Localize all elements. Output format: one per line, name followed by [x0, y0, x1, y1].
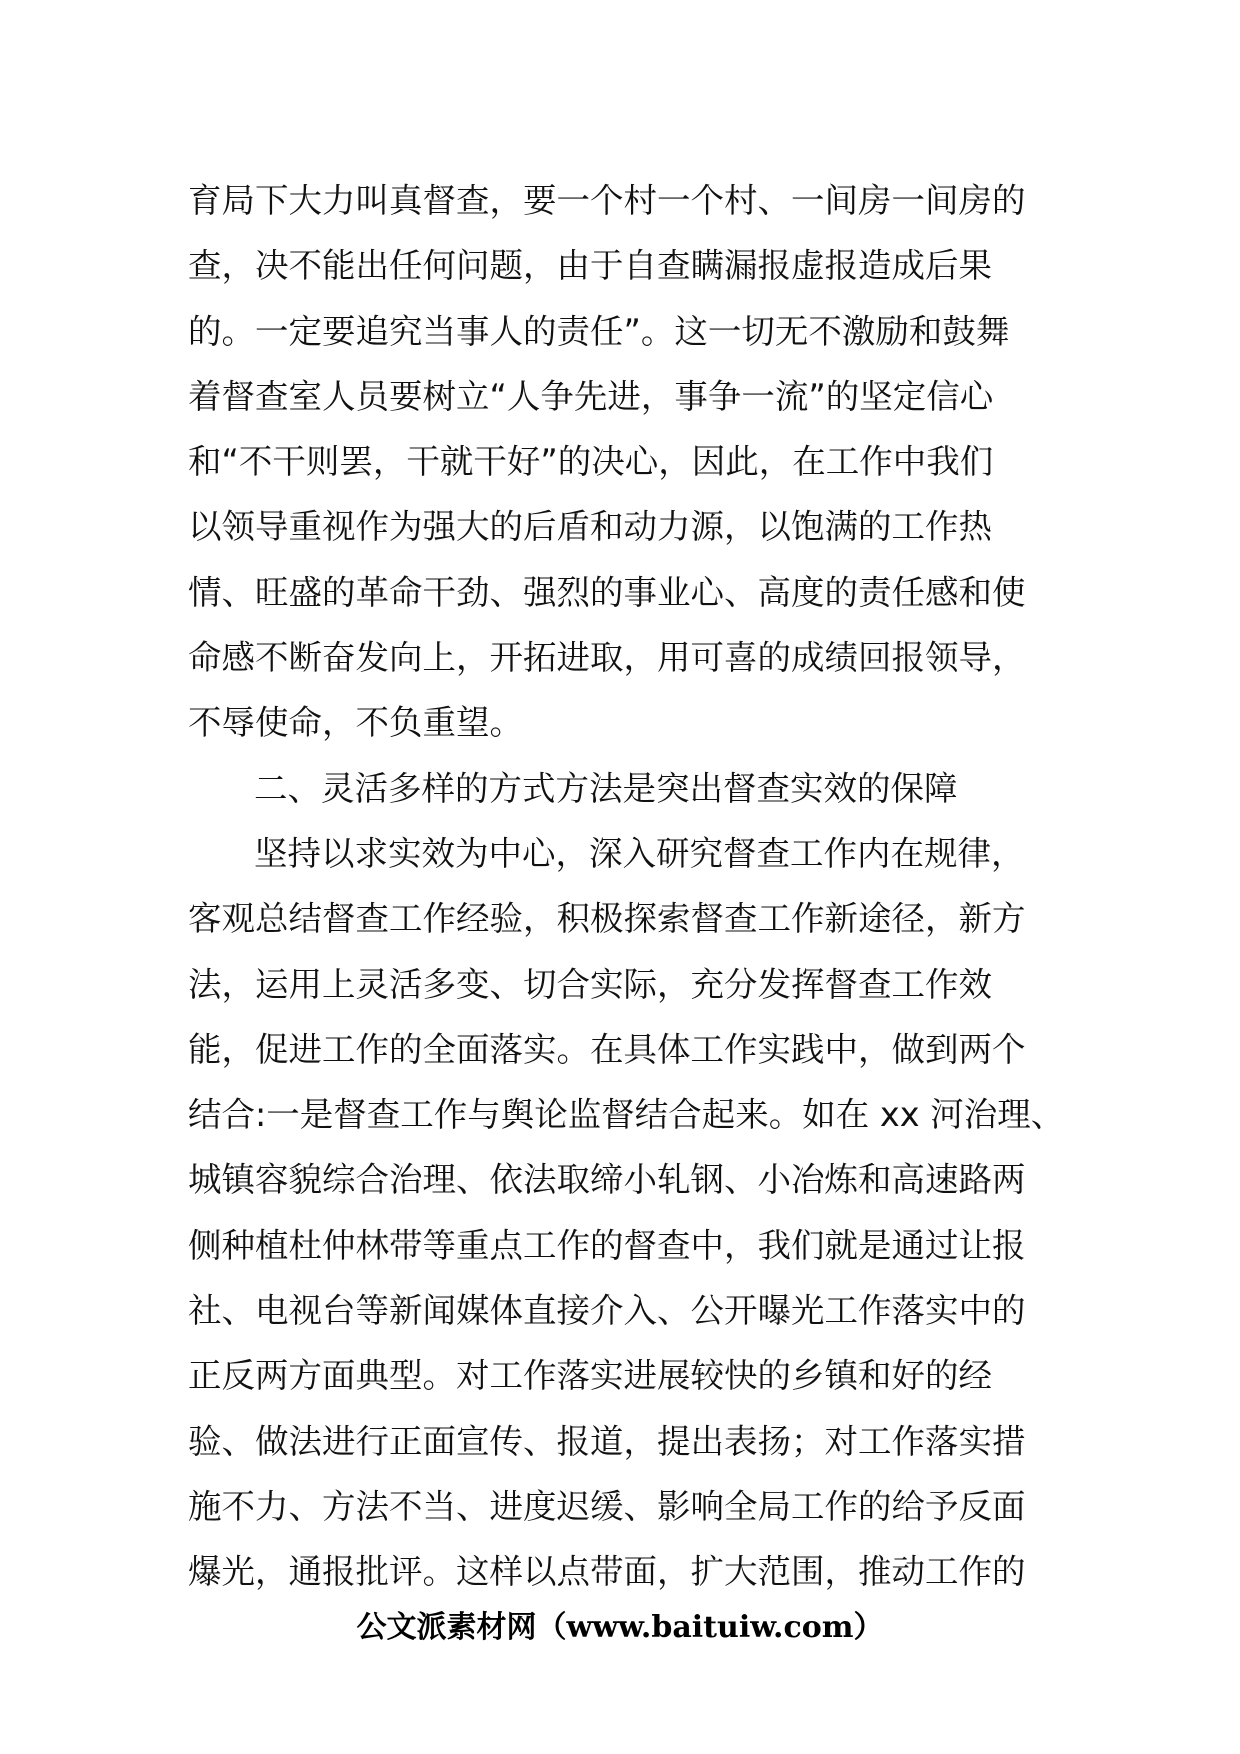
text-line: 育局下大力叫真督查，要一个村一个村、一间房一间房的	[188, 181, 1026, 220]
text-line: 命感不断奋发向上，开拓进取，用可喜的成绩回报领导，	[188, 638, 1026, 678]
text-line: 正反两方面典型。对工作落实进展较快的乡镇和好的经	[188, 1356, 992, 1396]
text-line: 和“不干则罢，干就干好”的决心，因此，在工作中我们	[188, 442, 994, 482]
text-line: 验、做法进行正面宣传、报道，提出表扬；对工作落实措	[188, 1421, 1026, 1461]
text-line: 二、灵活多样的方式方法是突出督查实效的保障	[254, 768, 958, 808]
text-line: 社、电视台等新闻媒体直接介入、公开曝光工作落实中的	[188, 1291, 1026, 1331]
text-line: 法，运用上灵活多变、切合实际，充分发挥督查工作效	[188, 964, 992, 1004]
text-line: 城镇容貌综合治理、依法取缔小轧钢、小冶炼和高速路两	[188, 1160, 1026, 1200]
text-line: 情、旺盛的革命干劲、强烈的事业心、高度的责任感和使	[188, 572, 1026, 612]
text-line: 着督查室人员要树立“人争先进，事争一流”的坚定信心	[188, 376, 994, 416]
footer-watermark: 公文派素材网（www.baituiw.com）	[356, 1610, 884, 1645]
text-line: 坚持以求实效为中心，深入研究督查工作内在规律，	[254, 833, 1025, 873]
text-line: 查，决不能出任何问题，由于自查瞒漏报虚报造成后果	[188, 246, 992, 286]
text-line: 侧种植杜仲林带等重点工作的督查中，我们就是通过让报	[188, 1225, 1026, 1265]
text-line: 以领导重视作为强大的后盾和动力源，以饱满的工作热	[188, 507, 992, 547]
text-line: 的。一定要追究当事人的责任”。这一切无不激励和鼓舞	[188, 311, 1010, 351]
document-body	[188, 168, 1068, 1605]
text-line: 能，促进工作的全面落实。在具体工作实践中，做到两个	[188, 1029, 1026, 1069]
text-line: 结合:一是督查工作与舆论监督结合起来。如在 xx 河治理、	[188, 1095, 1065, 1135]
text-line: 施不力、方法不当、进度迟缓、影响全局工作的给予反面	[188, 1486, 1026, 1526]
text-line: 客观总结督查工作经验，积极探索督查工作新途径，新方	[188, 899, 1026, 939]
text-line: 爆光，通报批评。这样以点带面，扩大范围，推动工作的	[188, 1552, 1026, 1592]
text-line: 不辱使命，不负重望。	[188, 703, 523, 743]
